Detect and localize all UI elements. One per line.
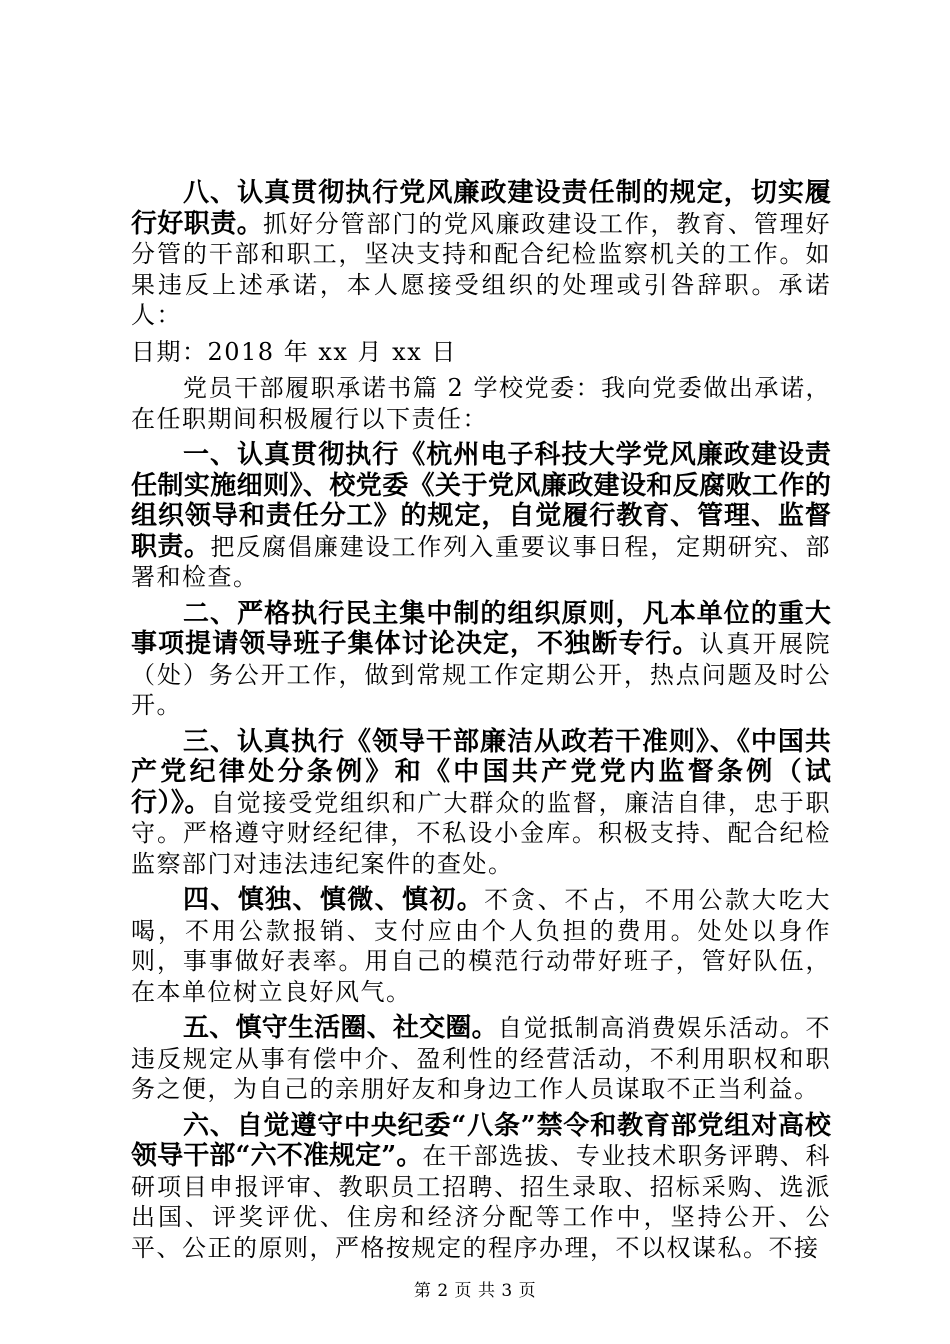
paragraph-item-6: 六、自觉遵守中央纪委“八条”禁令和教育部党组对高校领导干部“六不准规定”。在干部选拔、专业技术职务评聘、科研项目申报评审、教职员工招聘、招生录取、招标采购、选派出国、评奖评优、住房和经济分配等工作中，坚持公开、公平、公正的原则，严格按规定的程序办理，不以权谋私。不接 (131, 1110, 831, 1262)
paragraph-intro: 党员干部履职承诺书篇 2 学校党委：我向党委做出承诺，在任职期间积极履行以下责任： (131, 374, 831, 433)
paragraph-1: 八、认真贯彻执行党风廉政建设责任制的规定，切实履行好职责。抓好分管部门的党风廉政建设工作，教育、管理好分管的干部和职工，坚决支持和配合纪检监察机关的工作。如果违反上述承诺，本人愿接受组织的处理或引咎辞职。承诺人： (131, 178, 831, 329)
paragraph-item-4: 四、慎独、慎微、慎初。不贪、不占，不用公款大吃大喝，不用公款报销、支付应由个人负担的费用。处处以身作则，事事做好表率。用自己的模范行动带好班子，管好队伍，在本单位树立良好风气。 (131, 885, 832, 1006)
page-footer: 第 2 页 共 3 页 (413, 1281, 537, 1301)
document-body (131, 178, 831, 1269)
paragraph-date: 日期：2018 年 xx 月 xx 日 (131, 337, 457, 366)
paragraph-item-5: 五、慎守生活圈、社交圈。自觉抵制高消费娱乐活动。不违反规定从事有偿中介、盈利性的经营活动，不利用职权和职务之便，为自己的亲朋好友和身边工作人员谋取不正当利益。 (131, 1013, 832, 1103)
paragraph-item-1: 一、认真贯彻执行《杭州电子科技大学党风廉政建设责任制实施细则》、校党委《关于党风廉政建设和反腐败工作的组织领导和责任分工》的规定，自觉履行教育、管理、监督职责。把反腐倡廉建设工作列入重要议事日程，定期研究、部署和检查。 (131, 440, 831, 591)
paragraph-item-2: 二、严格执行民主集中制的组织原则，凡本单位的重大事项提请领导班子集体讨论决定，不独断专行。认真开展院（处）务公开工作，做到常规工作定期公开，热点问题及时公开。 (131, 598, 831, 719)
paragraph-item-3: 三、认真执行《领导干部廉洁从政若干准则》、《中国共产党纪律处分条例》和《中国共产党党内监督条例（试行）》。自觉接受党组织和广大群众的监督，廉洁自律，忠于职守。严格遵守财经纪律，不私设小金库。积极支持、配合纪检监察部门对违法违纪案件的查处。 (131, 726, 831, 878)
